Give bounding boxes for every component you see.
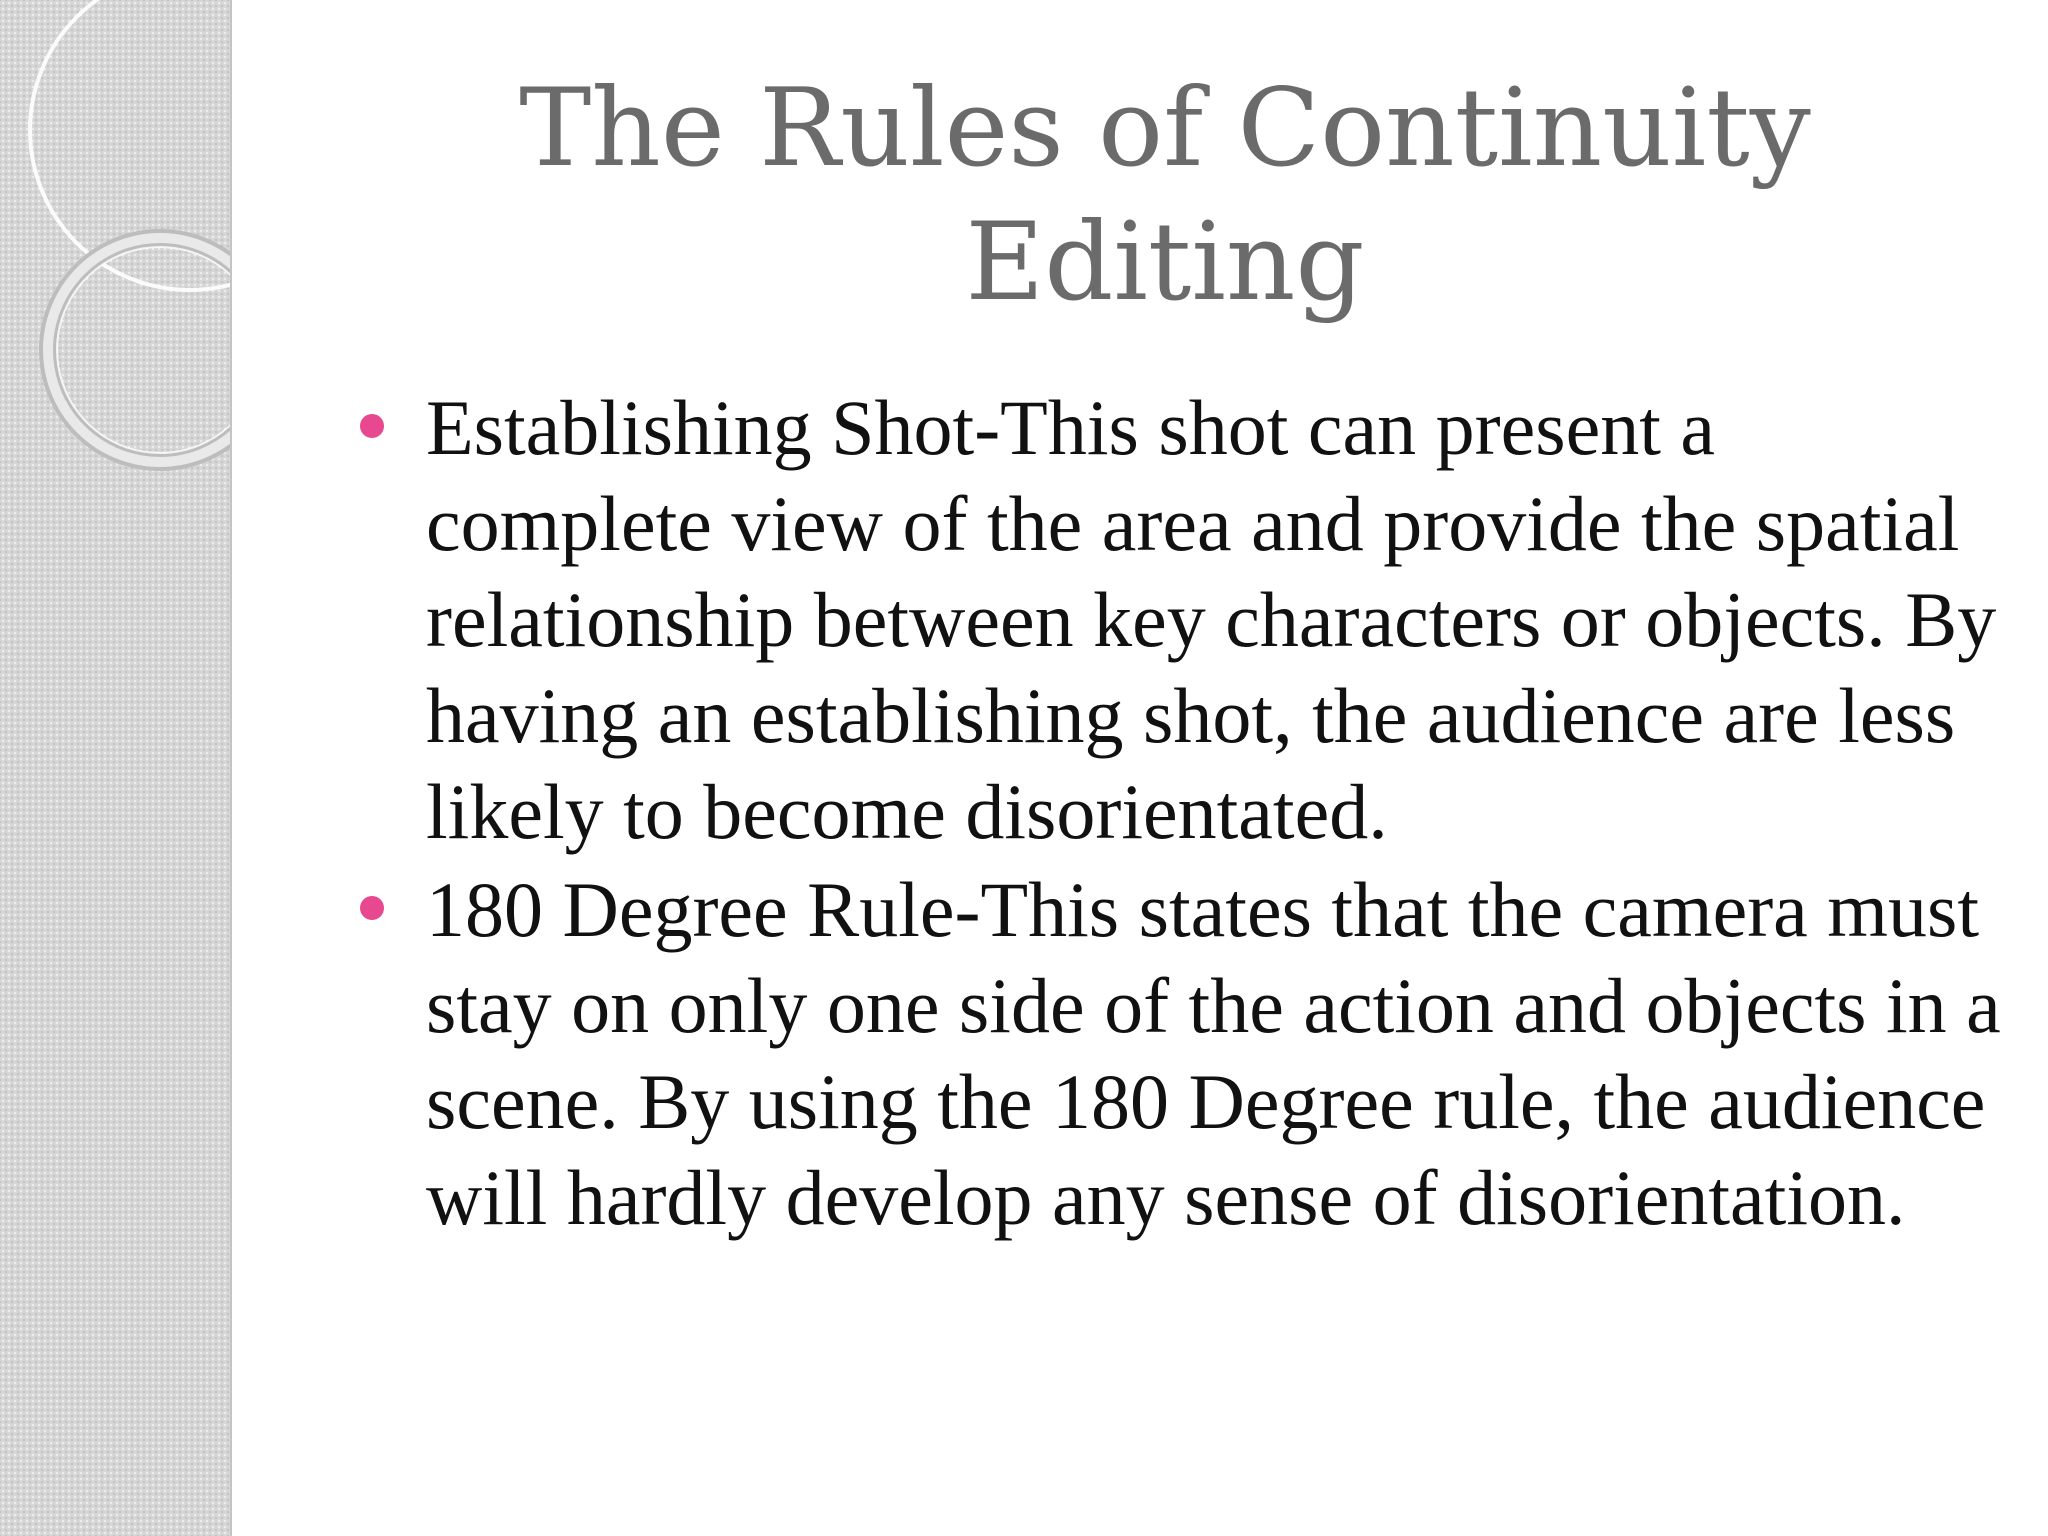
bullet-text: Establishing Shot-This shot can present a complete view of the area and provide the spatial relationship between key characters or objects. By having an establishing shot, the audience are less likely to become disorientated.	[426, 384, 1997, 855]
decorative-rings-graphic	[0, 0, 230, 1536]
bullet-text: 180 Degree Rule-This states that the camera must stay on only one side of the action and objects in a scene. By using the 180 Degree rule, the audience will hardly develop any sense of disorientation.	[426, 866, 2001, 1241]
bullet-dot-icon	[360, 414, 384, 438]
title-line-2: Editing	[965, 200, 1365, 325]
bullet-dot-icon	[360, 896, 384, 920]
bullet-item-180-degree-rule	[350, 862, 2010, 1246]
title-line-1: The Rules of Continuity	[519, 66, 1811, 191]
decorative-side-panel	[0, 0, 232, 1536]
bullet-item-establishing-shot	[350, 380, 2010, 860]
slide-title	[330, 62, 2000, 330]
bullet-list	[350, 380, 2010, 1248]
